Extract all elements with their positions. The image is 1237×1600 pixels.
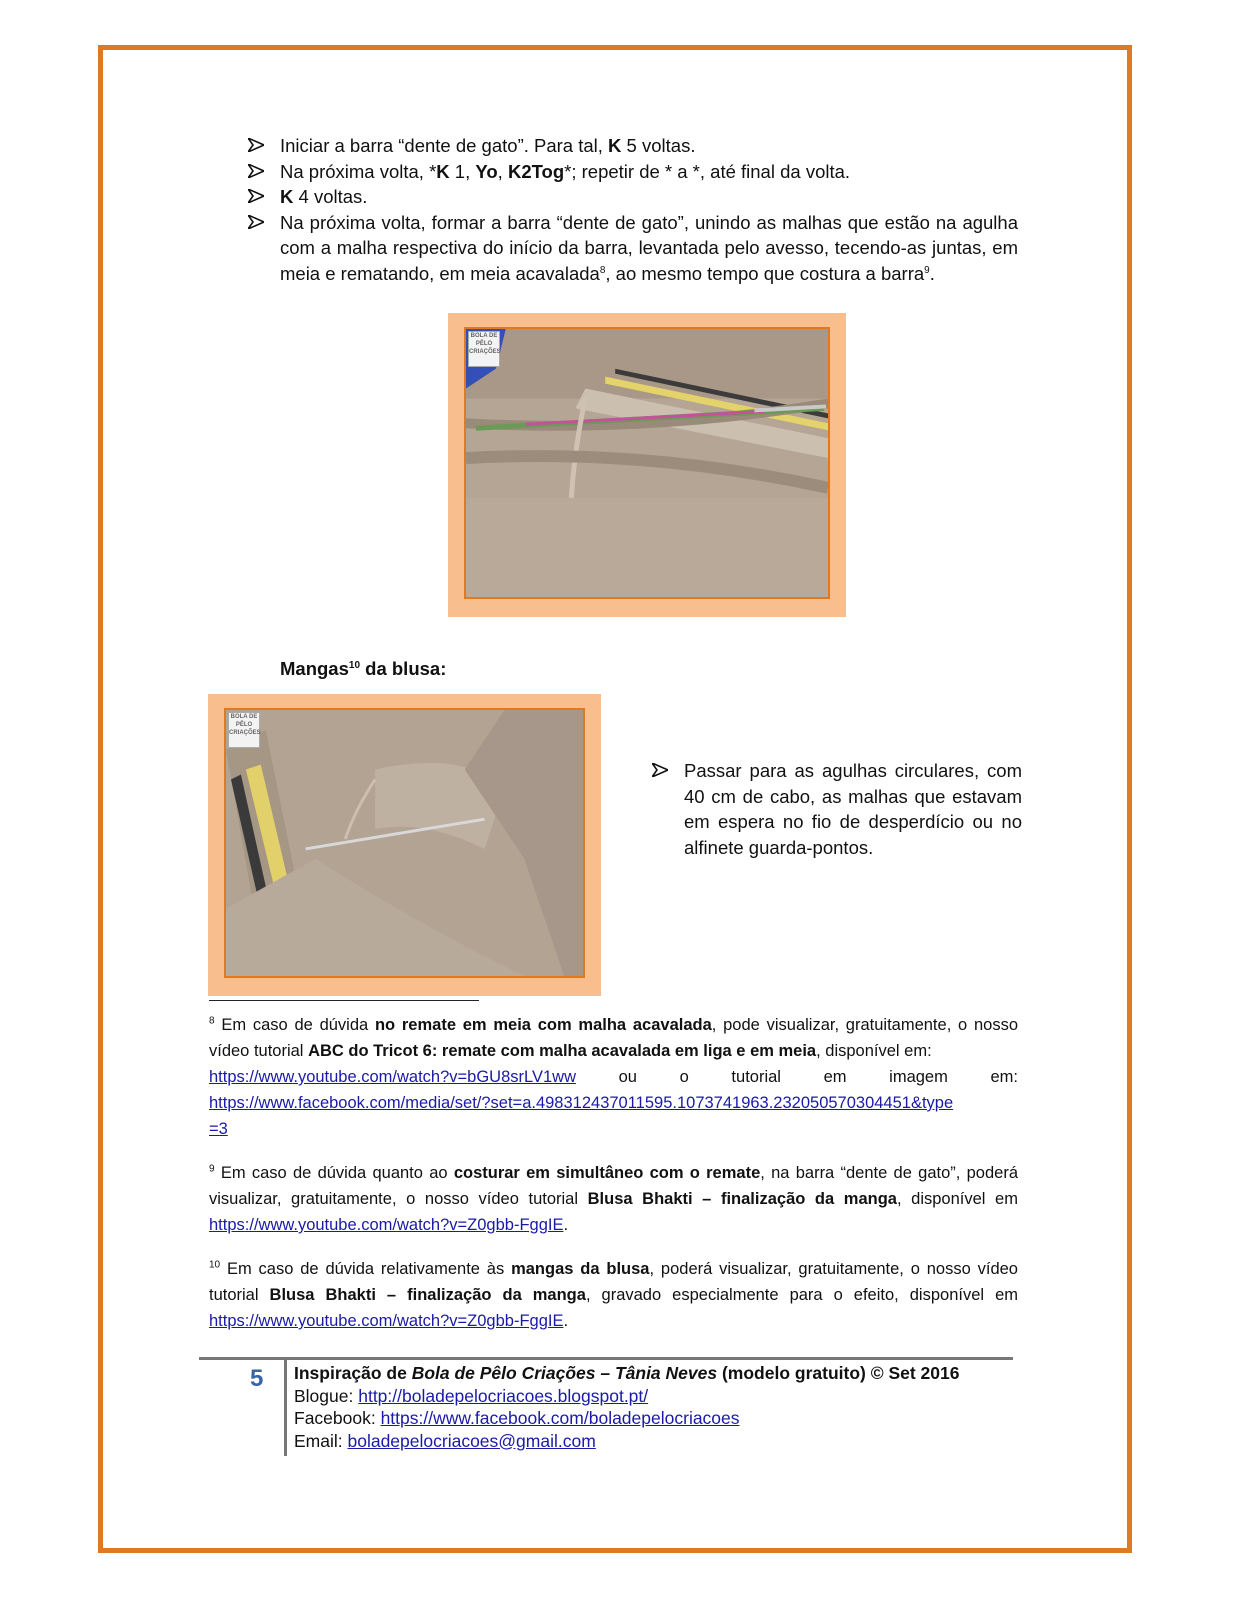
- footer-facebook: Facebook: https://www.facebook.com/boladepelocriacoes: [294, 1408, 740, 1428]
- footer-rule: [199, 1357, 1013, 1360]
- instruction-list: [248, 133, 1018, 286]
- footer: [294, 1362, 1014, 1452]
- bullet-1: Iniciar a barra “dente de gato”. Para tal, K 5 voltas.: [248, 133, 1018, 159]
- bullet-4: Na próxima volta, formar a barra “dente de gato”, unindo as malhas que estão na agulha com a malha respectiva do início da barra, levantada pelo avesso, tecendo-as juntas, em meia e rematando, em meia acavalada$^8$, ao mesmo tempo que costura a barra$^9$.: [248, 210, 1018, 287]
- footnote-9: $^9$ Em caso de dúvida quanto ao costurar em simultâneo com o remate, na barra “dente de gato”, poderá visualizar, gratuitamente, o nosso vídeo tutorial Blusa Bhakti – finalização da manga, disponível em https://www.youtube.com/watch?v=Z0gbb-FggIE.: [209, 1163, 1019, 1234]
- facebook-media-link[interactable]: https://www.facebook.com/media/set/?set=a.498312437011595.1073741963.232050570304451&type: [209, 1094, 954, 1112]
- email-link[interactable]: boladepelocriacoes@gmail.com: [347, 1430, 596, 1451]
- blog-link[interactable]: http://boladepelocriacoes.blogspot.pt/: [358, 1385, 649, 1406]
- brand-logo: BOLA DE PÊLO CRIAÇÕES: [228, 712, 260, 748]
- arrow-bullet-icon: [248, 210, 270, 229]
- page-number: 5: [250, 1365, 264, 1392]
- sleeve-image: [226, 710, 583, 976]
- arrow-bullet-icon: [248, 184, 270, 203]
- bullet-2: Na próxima volta, *K 1, Yo, K2Tog*; repetir de * a *, até final da volta.: [248, 159, 1018, 185]
- facebook-media-link-cont[interactable]: =3: [209, 1120, 228, 1138]
- facebook-link[interactable]: https://www.facebook.com/boladepelocriacoes: [380, 1408, 740, 1428]
- footnote-separator: [209, 1000, 479, 1001]
- knitting-border-image: [466, 329, 828, 597]
- arrow-bullet-icon: [248, 159, 270, 178]
- youtube-link-mangas[interactable]: https://www.youtube.com/watch?v=Z0gbb-FggIE: [209, 1312, 564, 1330]
- footnotes: [209, 1012, 1018, 1352]
- arrow-bullet-icon: [652, 758, 674, 777]
- bullet-3: K 4 voltas.: [248, 184, 1018, 210]
- knitting-photo-1: [448, 313, 846, 617]
- youtube-link-remate[interactable]: https://www.youtube.com/watch?v=bGU8srLV1ww: [209, 1068, 576, 1086]
- knitting-photo-2: [208, 694, 601, 996]
- footer-divider: [284, 1360, 287, 1456]
- footer-blog: Blogue: http://boladepelocriacoes.blogspot.pt/: [294, 1385, 649, 1406]
- footnote-10: $^{10}$ Em caso de dúvida relativamente às mangas da blusa, poderá visualizar, gratuitamente, o nosso vídeo tutorial Blusa Bhakti – finalização da manga, gravado especialmente para o efeito, disponível em https://www.youtube.com/watch?v=Z0gbb-FggIE.: [209, 1259, 1018, 1330]
- sleeve-instruction: Passar para as agulhas circulares, com 40 cm de cabo, as malhas que estavam em espera no fio de desperdício ou no alfinete guarda-pontos.: [652, 758, 1022, 860]
- section-title-sleeves: Mangas$^{10}$ da blusa:: [280, 658, 447, 679]
- footer-credit: Inspiração de Bola de Pêlo Criações – Tânia Neves (modelo gratuito) © Set 2016: [294, 1363, 960, 1383]
- brand-logo: BOLA DE PÊLO CRIAÇÕES: [468, 331, 500, 367]
- footnote-8: $^8$ Em caso de dúvida no remate em meia com malha acavalada, pode visualizar, gratuitamente, o nosso vídeo tutorial ABC do Tricot 6: remate com malha acavalada em liga e em meia, disponível em: https://www.youtube.com/watch?v=bGU8srLV1ww ou o tutorial em imagem em: https://www.facebook.com/media/set/?set=a.498312437011595.1073741963.232050570304451&type =3: [209, 1015, 1019, 1138]
- youtube-link-manga[interactable]: https://www.youtube.com/watch?v=Z0gbb-FggIE: [209, 1216, 564, 1234]
- footer-email: Email: boladepelocriacoes@gmail.com: [294, 1430, 596, 1451]
- arrow-bullet-icon: [248, 133, 270, 152]
